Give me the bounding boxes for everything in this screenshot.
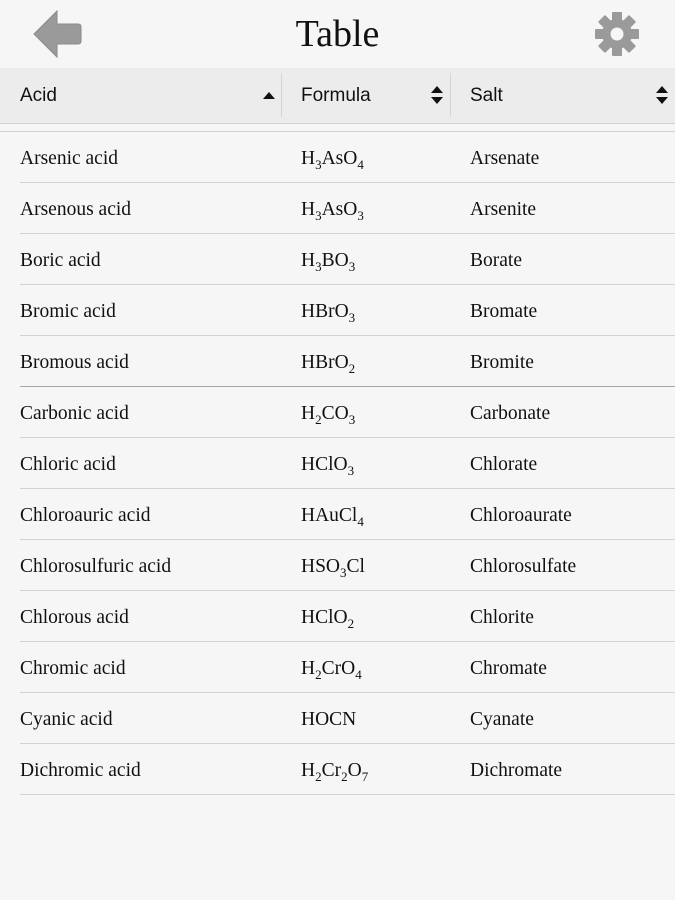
formula-subscript: 3 <box>348 310 356 325</box>
formula-cell <box>301 555 365 579</box>
formula-subscript: 3 <box>347 463 355 478</box>
acid-cell: Chlorosulfuric acid <box>20 556 172 577</box>
settings-button[interactable] <box>592 10 642 58</box>
formula-cell <box>301 504 364 528</box>
column-header-formula[interactable] <box>281 68 450 123</box>
formula-text: CO <box>321 403 349 424</box>
acid-cell: Chlorous acid <box>20 607 129 628</box>
table-row[interactable] <box>0 642 675 693</box>
formula-subscript: 3 <box>348 412 356 427</box>
formula-text: H <box>301 199 316 220</box>
table-row[interactable] <box>0 693 675 744</box>
formula-text: H <box>301 250 316 271</box>
acid-cell: Arsenic acid <box>20 148 118 169</box>
acid-cell: Chloroauric acid <box>20 505 151 526</box>
formula-text: BO <box>321 250 349 271</box>
formula-text: HSO <box>301 556 341 577</box>
table-row[interactable] <box>0 285 675 336</box>
formula-subscript: 3 <box>357 208 364 223</box>
formula-text: H <box>301 658 316 679</box>
formula-cell <box>301 147 364 171</box>
table-body <box>0 132 675 795</box>
formula-text: H <box>301 148 316 169</box>
table-row[interactable] <box>0 591 675 642</box>
column-header-salt[interactable] <box>450 68 675 123</box>
salt-cell: Chlorite <box>470 607 534 628</box>
formula-subscript: 2 <box>315 667 322 682</box>
table-row[interactable] <box>0 183 675 234</box>
sort-both-icon <box>655 84 669 106</box>
salt-cell: Cyanate <box>470 709 534 730</box>
formula-subscript: 3 <box>315 157 322 172</box>
salt-cell: Carbonate <box>470 403 551 424</box>
formula-text: AsO <box>321 199 358 220</box>
formula-subscript: 3 <box>340 565 347 580</box>
salt-cell: Borate <box>470 250 522 271</box>
sort-both-icon <box>430 84 444 106</box>
table-row[interactable] <box>0 540 675 591</box>
formula-cell <box>301 198 364 222</box>
table-header <box>0 68 675 124</box>
salt-cell: Dichromate <box>470 760 563 781</box>
formula-subscript: 3 <box>315 208 322 223</box>
acid-cell: Cyanic acid <box>20 709 113 730</box>
salt-cell: Arsenate <box>470 148 540 169</box>
formula-subscript: 3 <box>315 259 322 274</box>
table-row[interactable] <box>0 387 675 438</box>
table-row[interactable] <box>0 132 675 183</box>
formula-text: AsO <box>321 148 358 169</box>
acid-cell: Chromic acid <box>20 658 126 679</box>
formula-cell <box>301 300 355 324</box>
formula-text: H <box>301 403 316 424</box>
column-header-label: Formula <box>301 85 371 106</box>
formula-subscript: 7 <box>361 769 369 784</box>
formula-subscript: 3 <box>348 259 356 274</box>
formula-text: HOCN <box>301 709 357 730</box>
formula-subscript: 2 <box>348 361 356 376</box>
row-divider <box>20 794 675 795</box>
page-title: Table <box>295 13 380 55</box>
acid-cell: Arsenous acid <box>20 199 132 220</box>
gear-icon <box>592 10 642 58</box>
formula-subscript: 2 <box>315 412 322 427</box>
table-row[interactable] <box>0 234 675 285</box>
column-header-acid[interactable] <box>0 68 281 123</box>
acid-cell: Bromic acid <box>20 301 116 322</box>
salt-cell: Chloroaurate <box>470 505 572 526</box>
column-header-label: Salt <box>470 85 503 106</box>
table-row[interactable] <box>0 438 675 489</box>
formula-text: HAuCl <box>301 505 358 526</box>
salt-cell: Chlorosulfate <box>470 556 577 577</box>
formula-cell <box>301 351 355 375</box>
formula-subscript: 2 <box>341 769 348 784</box>
formula-cell <box>301 759 368 783</box>
formula-cell <box>301 402 355 426</box>
formula-text: HClO <box>301 607 348 628</box>
table-row[interactable] <box>0 336 675 387</box>
formula-subscript: 4 <box>357 514 364 529</box>
sort-ascending-icon <box>262 90 276 100</box>
formula-text: HBrO <box>301 301 349 322</box>
formula-text: Cl <box>346 556 365 577</box>
column-header-label: Acid <box>20 85 57 106</box>
formula-cell <box>301 453 354 477</box>
formula-subscript: 2 <box>347 616 355 631</box>
top-bar <box>0 0 675 68</box>
formula-cell <box>301 606 354 630</box>
formula-cell <box>301 249 355 273</box>
acid-cell: Carbonic acid <box>20 403 129 424</box>
formula-cell <box>301 708 356 732</box>
salt-cell: Chromate <box>470 658 547 679</box>
acid-cell: Boric acid <box>20 250 101 271</box>
formula-text: Cr <box>321 760 342 781</box>
formula-text: O <box>347 760 362 781</box>
salt-cell: Chlorate <box>470 454 538 475</box>
salt-cell: Bromate <box>470 301 538 322</box>
formula-cell <box>301 657 362 681</box>
formula-subscript: 4 <box>355 667 362 682</box>
formula-text: CrO <box>321 658 356 679</box>
acid-cell: Chloric acid <box>20 454 116 475</box>
salt-cell: Arsenite <box>470 199 537 220</box>
table-row[interactable] <box>0 489 675 540</box>
acid-cell: Dichromic acid <box>20 760 141 781</box>
formula-text: H <box>301 760 316 781</box>
formula-text: HClO <box>301 454 348 475</box>
formula-text: HBrO <box>301 352 349 373</box>
salt-cell: Bromite <box>470 352 534 373</box>
formula-subscript: 2 <box>315 769 322 784</box>
formula-subscript: 4 <box>357 157 364 172</box>
acid-cell: Bromous acid <box>20 352 129 373</box>
table-row[interactable] <box>0 744 675 795</box>
